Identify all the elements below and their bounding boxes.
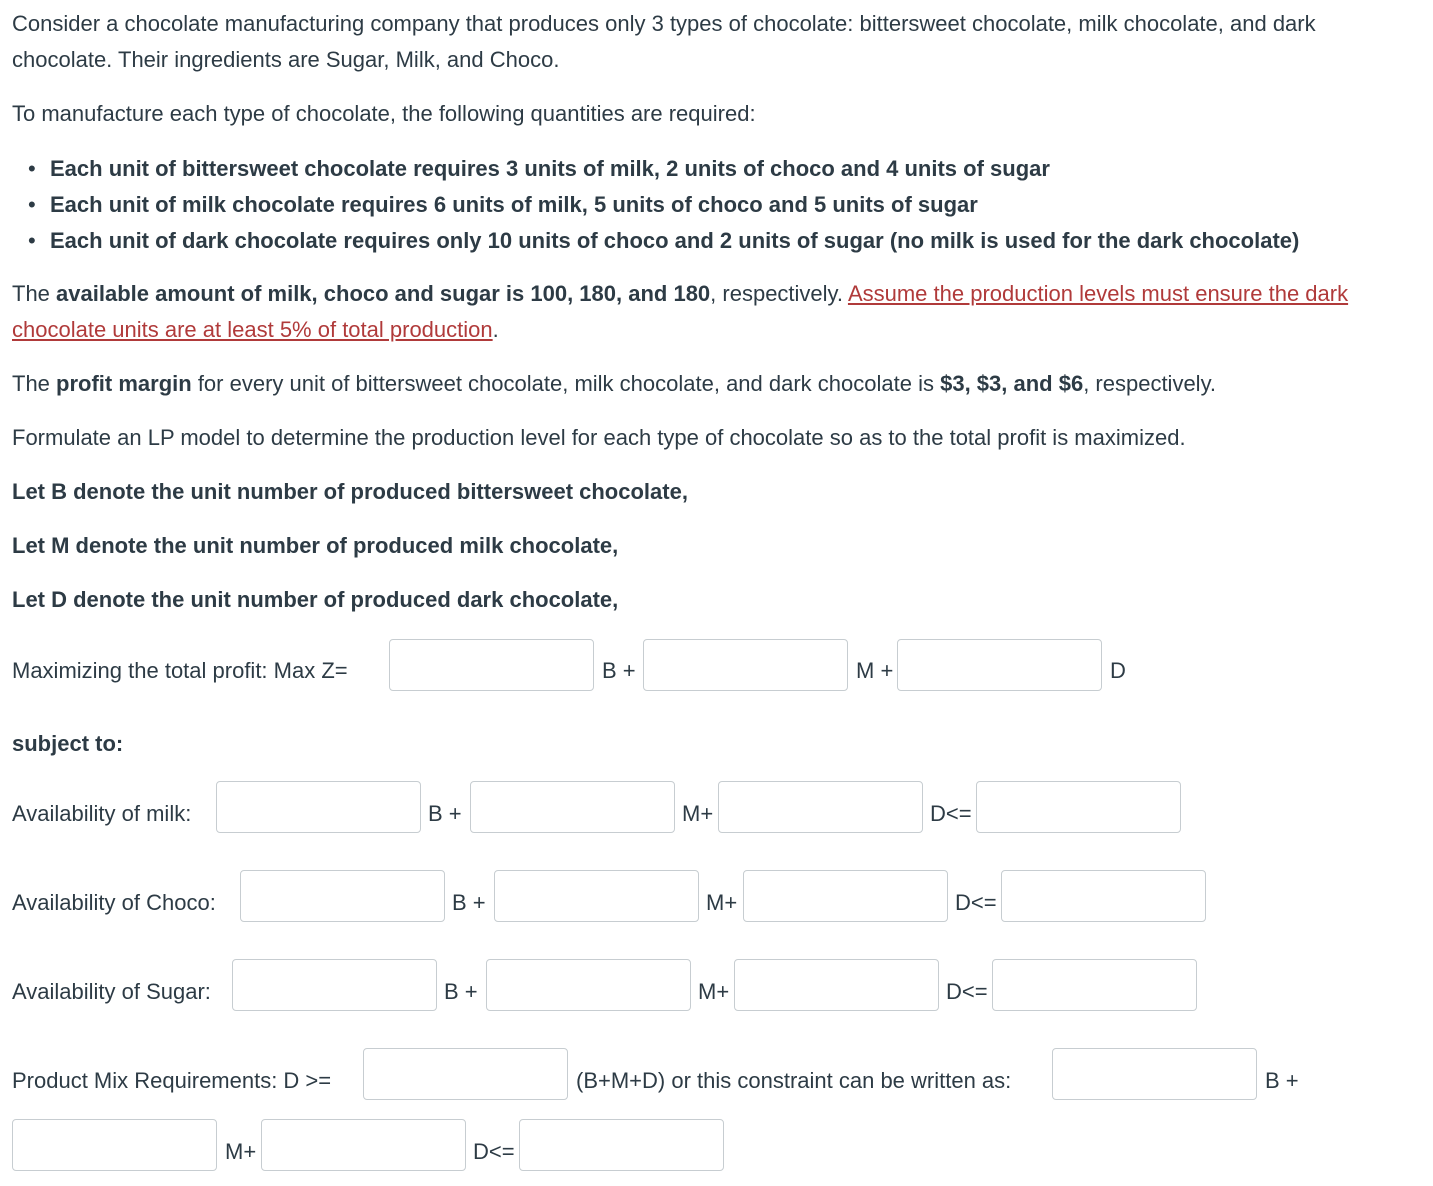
requirements-intro: To manufacture each type of chocolate, the following quantities are required: xyxy=(12,101,756,126)
sugar-m-term: M+ xyxy=(698,979,730,1004)
choco-d-coefficient-input[interactable] xyxy=(743,870,948,922)
choco-constraint-label: Availability of Choco: xyxy=(12,890,216,915)
product-mix-label: Product Mix Requirements: D >= xyxy=(12,1068,332,1093)
sugar-b-term: B + xyxy=(444,979,478,1004)
choco-d-term: D<= xyxy=(955,890,997,915)
product-mix-percentage-input[interactable] xyxy=(363,1048,568,1100)
subject-to-heading: subject to: xyxy=(12,731,124,756)
milk-b-term: B + xyxy=(428,801,462,826)
sugar-constraint-label: Availability of Sugar: xyxy=(12,979,211,1004)
objective-d-term: D xyxy=(1110,658,1126,683)
product-mix-m-coefficient-input[interactable] xyxy=(12,1119,217,1171)
sugar-d-coefficient-input[interactable] xyxy=(734,959,939,1011)
product-mix-rhs-input[interactable] xyxy=(519,1119,724,1171)
milk-m-term: M+ xyxy=(682,801,714,826)
milk-d-coefficient-input[interactable] xyxy=(718,781,923,833)
product-mix-d-term: D<= xyxy=(473,1139,515,1164)
objective-b-term: B + xyxy=(602,658,636,683)
milk-constraint-label: Availability of milk: xyxy=(12,801,192,826)
sugar-rhs-input[interactable] xyxy=(992,959,1197,1011)
milk-b-coefficient-input[interactable] xyxy=(216,781,421,833)
variable-m-definition: Let M denote the unit number of produced milk chocolate, xyxy=(12,533,619,558)
availability-paragraph: The available amount of milk, choco and sugar is 100, 180, and 180, respectively. Assume the production levels must ensure the dark chocolate units are at least 5% of total production. xyxy=(12,281,1349,342)
objective-m-term: M + xyxy=(856,658,894,683)
sugar-m-coefficient-input[interactable] xyxy=(486,959,691,1011)
intro-paragraph: Consider a chocolate manufacturing company that produces only 3 types of chocolate: bittersweet chocolate, milk chocolate, and dark chocolate. Their ingredients are Sugar, Milk, and Choco. xyxy=(12,11,1316,72)
list-item: • Each unit of milk chocolate requires 6 units of milk, 5 units of choco and 5 units of sugar xyxy=(30,187,1299,223)
choco-rhs-input[interactable] xyxy=(1001,870,1206,922)
milk-d-term: D<= xyxy=(930,801,972,826)
choco-m-term: M+ xyxy=(706,890,738,915)
list-item: • Each unit of dark chocolate requires only 10 units of choco and 2 units of sugar (no milk is used for the dark chocolate) xyxy=(30,223,1299,259)
formulate-paragraph: Formulate an LP model to determine the production level for each type of chocolate so as to the total profit is maximized. xyxy=(12,425,1186,450)
choco-m-coefficient-input[interactable] xyxy=(494,870,699,922)
requirements-list xyxy=(30,151,1299,259)
product-mix-link[interactable]: Assume the production levels must ensure the dark chocolate units are at least 5% of total production xyxy=(12,281,1349,342)
objective-b-coefficient-input[interactable] xyxy=(389,639,594,691)
product-mix-b-term: B + xyxy=(1265,1068,1299,1093)
choco-b-term: B + xyxy=(452,890,486,915)
product-mix-b-coefficient-input[interactable] xyxy=(1052,1048,1257,1100)
milk-rhs-input[interactable] xyxy=(976,781,1181,833)
product-mix-m-term: M+ xyxy=(225,1139,257,1164)
objective-label: Maximizing the total profit: Max Z= xyxy=(12,658,348,683)
variable-d-definition: Let D denote the unit number of produced dark chocolate, xyxy=(12,587,619,612)
objective-m-coefficient-input[interactable] xyxy=(643,639,848,691)
variable-b-definition: Let B denote the unit number of produced bittersweet chocolate, xyxy=(12,479,688,504)
milk-m-coefficient-input[interactable] xyxy=(470,781,675,833)
sugar-b-coefficient-input[interactable] xyxy=(232,959,437,1011)
sugar-d-term: D<= xyxy=(946,979,988,1004)
list-item: • Each unit of bittersweet chocolate requires 3 units of milk, 2 units of choco and 4 units of sugar xyxy=(30,151,1299,187)
objective-d-coefficient-input[interactable] xyxy=(897,639,1102,691)
product-mix-d-coefficient-input[interactable] xyxy=(261,1119,466,1171)
choco-b-coefficient-input[interactable] xyxy=(240,870,445,922)
product-mix-rewrite-text: (B+M+D) or this constraint can be written as: xyxy=(576,1068,1012,1093)
profit-paragraph: The profit margin for every unit of bittersweet chocolate, milk chocolate, and dark chocolate is $3, $3, and $6, respectively. xyxy=(12,371,1217,396)
